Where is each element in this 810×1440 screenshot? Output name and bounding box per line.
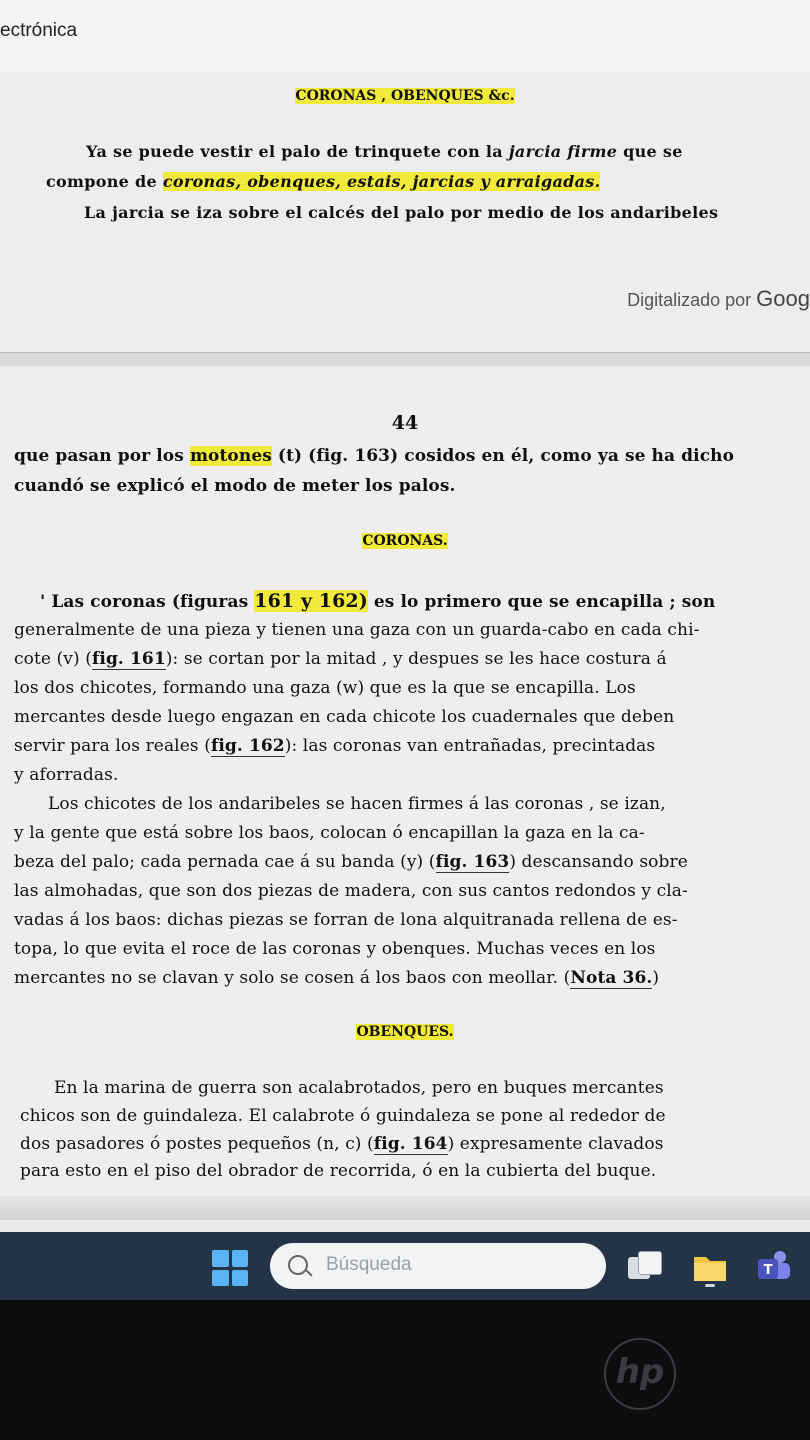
top-line-2: compone de coronas, obenques, estais, jarcias y arraigadas. bbox=[46, 172, 601, 191]
obenques-line-3: dos pasadores ó postes pequeños (n, c) (fig. 164) expresamente clavados bbox=[20, 1134, 664, 1154]
taskbar-search-box[interactable] bbox=[270, 1243, 606, 1289]
top-line-1: Ya se puede vestir el palo de trinquete con la jarcia firme que se bbox=[86, 142, 683, 161]
page-bottom-edge bbox=[0, 1196, 810, 1220]
coronas-line-7: y aforradas. bbox=[14, 765, 119, 785]
coronas-line-12: vadas á los baos: dichas piezas se forran de lona alquitranada rellena de es- bbox=[14, 910, 678, 930]
coronas-line-1: ' Las coronas (figuras 161 y 162) es lo primero que se encapilla ; son bbox=[40, 590, 716, 612]
section-title-obenques: OBENQUES. bbox=[356, 1024, 454, 1040]
coronas-line-2: generalmente de una pieza y tienen una gaza con un guarda-cabo en cada chi- bbox=[14, 620, 700, 640]
coronas-line-11: las almohadas, que son dos piezas de madera, con sus cantos redondos y cla- bbox=[14, 881, 688, 901]
window-title: ectrónica bbox=[0, 20, 78, 41]
coronas-line-4: los dos chicotes, formando una gaza (w) que es la que se encapilla. Los bbox=[14, 678, 636, 698]
search-placeholder: Búsqueda bbox=[326, 1254, 412, 1275]
top-page-heading bbox=[0, 88, 810, 104]
obenques-line-4: para esto en el piso del obrador de recorrida, ó en la cubierta del buque. bbox=[20, 1161, 657, 1181]
coronas-line-8: Los chicotes de los andaribeles se hacen firmes á las coronas , se izan, bbox=[48, 794, 666, 814]
top-heading-text: CORONAS , OBENQUES &c. bbox=[295, 88, 515, 104]
section-title-coronas: CORONAS. bbox=[362, 533, 448, 549]
hp-logo-icon: hp bbox=[604, 1338, 676, 1410]
intro-line-1: que pasan por los motones (t) (fig. 163) cosidos en él, como ya se ha dicho bbox=[14, 446, 735, 466]
obenques-line-2: chicos son de guindaleza. El calabrote ó guindaleza se pone al rededor de bbox=[20, 1106, 666, 1126]
page-number: 44 bbox=[391, 412, 419, 434]
coronas-line-14: mercantes no se clavan y solo se cosen á los baos con meollar. (Nota 36.) bbox=[14, 968, 660, 988]
obenques-line-1: En la marina de guerra son acalabrotados, pero en buques mercantes bbox=[54, 1078, 664, 1098]
coronas-line-10: beza del palo; cada pernada cae á su banda (y) (fig. 163) descansando sobre bbox=[14, 852, 688, 872]
coronas-line-5: mercantes desde luego engazan en cada chicote los cuadernales que deben bbox=[14, 707, 675, 727]
file-explorer-icon[interactable] bbox=[690, 1247, 730, 1287]
digitized-by-label: Digitalizado por Goog bbox=[627, 286, 810, 311]
search-icon bbox=[288, 1255, 308, 1275]
windows-start-icon[interactable] bbox=[212, 1250, 248, 1286]
coronas-line-9: y la gente que está sobre los baos, colocan ó encapillan la gaza en la ca- bbox=[14, 823, 645, 843]
teams-icon[interactable] bbox=[754, 1247, 794, 1287]
window-titlebar bbox=[0, 0, 810, 73]
svg-text:T: T bbox=[763, 1263, 773, 1278]
laptop-bezel bbox=[0, 1300, 810, 1440]
coronas-line-13: topa, lo que evita el roce de las coronas y obenques. Muchas veces en los bbox=[14, 939, 656, 959]
task-view-icon[interactable] bbox=[624, 1247, 664, 1287]
intro-line-2: cuandó se explicó el modo de meter los palos. bbox=[14, 476, 456, 496]
coronas-line-6: servir para los reales (fig. 162): las coronas van entrañadas, precintadas bbox=[14, 736, 656, 756]
top-line-3: La jarcia se iza sobre el calcés del palo por medio de los andaribeles bbox=[84, 203, 719, 222]
coronas-line-3: cote (v) (fig. 161): se cortan por la mitad , y despues se les hace costura á bbox=[14, 649, 667, 669]
